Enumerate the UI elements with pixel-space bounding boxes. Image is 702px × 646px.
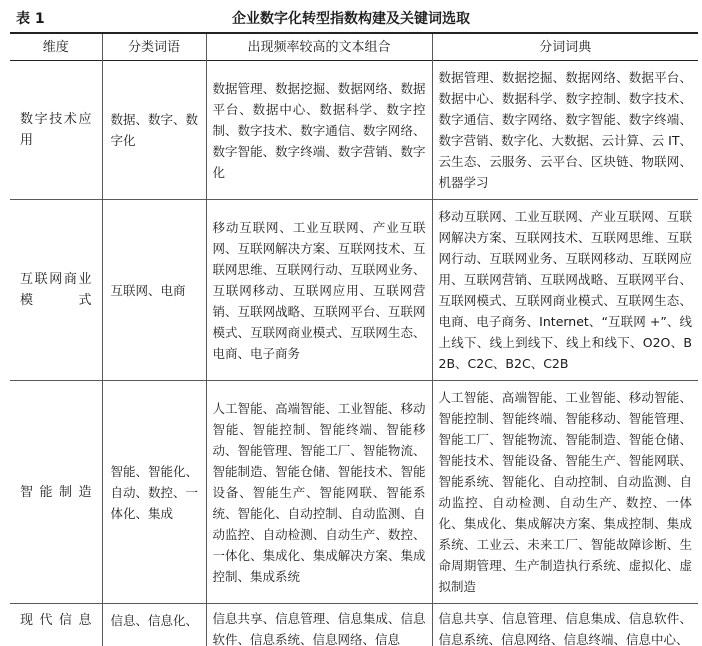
cell-category: 数据、数字、数字化 <box>102 61 206 200</box>
cell-dictionary: 移动互联网、工业互联网、产业互联网、互联网解决方案、互联网技术、互联网思维、互联网行动、互联网业务、互联网移动、互联网应用、互联网营销、互联网战略、互联网平台、互联网模式、互联网商业模式、互联网生态、电商、电子商务、Internet、“互联网 +”、线上线下、线上到线下、线上和线下、O2O、B2B、C2C、B2C、C2B <box>432 200 698 381</box>
cell-combos: 数据管理、数据挖掘、数据网络、数据平台、数据中心、数据科学、数字控制、数字技术、数字通信、数字网络、数字智能、数字终端、数字营销、数字化 <box>206 61 432 200</box>
header-combos: 出现频率较高的文本组合 <box>206 33 432 61</box>
table-caption <box>0 6 702 30</box>
cell-dimension: 现代信息 <box>20 613 92 628</box>
table-row <box>10 200 698 381</box>
table-number: 表 1 <box>16 11 45 27</box>
cell-combos: 人工智能、高端智能、工业智能、移动智能、智能控制、智能终端、智能移动、智能管理、智能工厂、智能物流、智能制造、智能仓储、智能技术、智能设备、智能生产、智能网联、智能系统、智能化、自动控制、自动监测、自动监控、自动检测、自动生产、数控、一体化、集成化、集成解决方案、集成控制、集成系统 <box>206 381 432 604</box>
table-row <box>10 604 698 646</box>
cell-combos: 信息共享、信息管理、信息集成、信息软件、信息系统、信息网络、信息 <box>206 604 432 646</box>
header-category: 分类词语 <box>102 33 206 61</box>
header-dictionary: 分词词典 <box>432 33 698 61</box>
cell-category: 互联网、电商 <box>102 200 206 381</box>
cell-combos: 移动互联网、工业互联网、产业互联网、互联网解决方案、互联网技术、互联网思维、互联网行动、互联网业务、互联网移动、互联网应用、互联网营销、互联网战略、互联网平台、互联网模式、互联网商业模式、互联网生态、电商、电子商务 <box>206 200 432 381</box>
cell-dictionary: 数据管理、数据挖掘、数据网络、数据平台、数据中心、数据科学、数字控制、数字技术、数字通信、数字网络、数字智能、数字终端、数字营销、数字化、大数据、云计算、云 IT、云生态、云服务、云平台、区块链、物联网、机器学习 <box>432 61 698 200</box>
table-header-row <box>10 33 698 61</box>
cell-category: 信息、信息化、 <box>102 604 206 646</box>
table-row <box>10 381 698 604</box>
cell-dimension: 智能制造 <box>20 484 92 500</box>
cell-dictionary: 信息共享、信息管理、信息集成、信息软件、信息系统、信息网络、信息终端、信息中心、 <box>432 604 698 646</box>
table-row <box>10 61 698 200</box>
header-dimension: 维度 <box>42 39 69 55</box>
cell-dimension: 互联网商业模式 <box>20 272 92 308</box>
cell-category: 智能、智能化、自动、数控、一体化、集成 <box>102 381 206 604</box>
cell-dimension: 数字技术应用 <box>20 112 92 148</box>
digital-transformation-table <box>10 32 698 646</box>
table-title: 企业数字化转型指数构建及关键词选取 <box>232 11 470 27</box>
cell-dictionary: 人工智能、高端智能、工业智能、移动智能、智能控制、智能终端、智能移动、智能管理、智能工厂、智能物流、智能制造、智能仓储、智能技术、智能设备、智能生产、智能网联、智能系统、智能化、自动控制、自动监测、自动监控、自动检测、自动生产、数控、一体化、集成化、集成解决方案、集成控制、集成系统、工业云、未来工厂、智能故障诊断、生命周期管理、生产制造执行系统、虚拟化、虚拟制造 <box>432 381 698 604</box>
